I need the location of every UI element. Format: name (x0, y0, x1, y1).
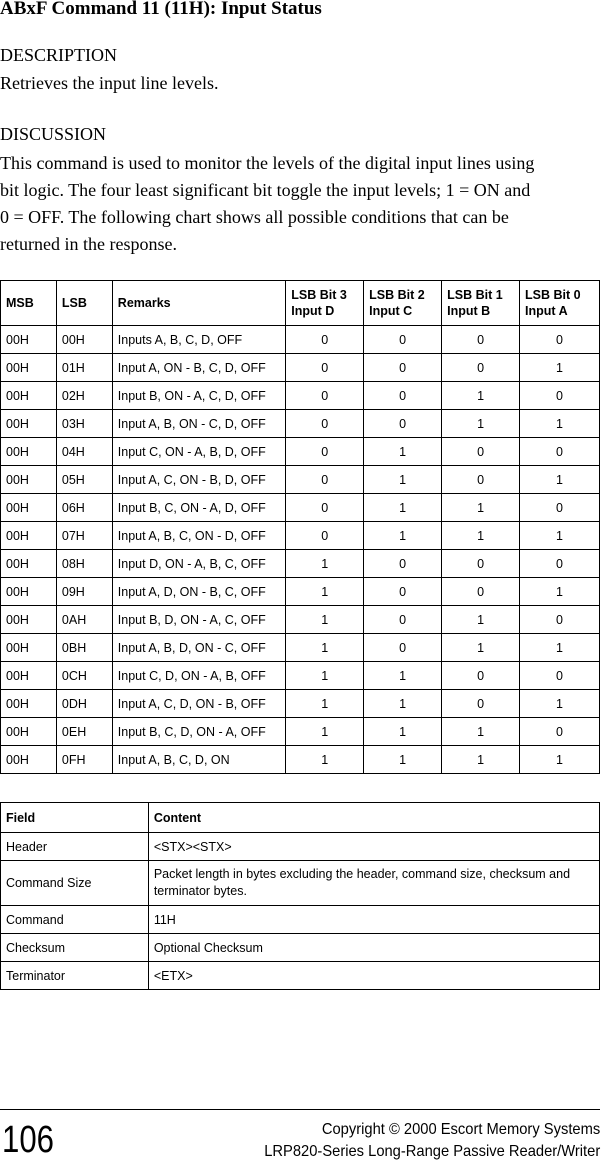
lsb-cell: 00H (56, 326, 112, 354)
bit1-cell: 0 (442, 550, 520, 578)
column-header-bit0 (520, 281, 600, 326)
bit0-cell: 1 (520, 354, 600, 382)
header-line: Input D (291, 304, 335, 318)
header-line: LSB Bit 0 (525, 288, 581, 302)
remarks-cell: Input A, B, C, D, ON (112, 746, 285, 774)
header-line: Input B (447, 304, 491, 318)
content-cell (148, 934, 599, 962)
table-row (1, 906, 600, 934)
lsb-cell: 0CH (56, 662, 112, 690)
bit3-cell: 0 (286, 410, 364, 438)
lsb-cell: 0DH (56, 690, 112, 718)
bit2-cell: 1 (364, 466, 442, 494)
bit3-cell: 1 (286, 662, 364, 690)
bit0-cell: 1 (520, 410, 600, 438)
field-cell: Terminator (1, 962, 149, 990)
bit3-cell: 1 (286, 746, 364, 774)
lsb-cell: 07H (56, 522, 112, 550)
status-table-body (1, 326, 600, 774)
column-header-bit1 (442, 281, 520, 326)
table-row (1, 494, 600, 522)
bit0-cell: 0 (520, 382, 600, 410)
lsb-cell: 0FH (56, 746, 112, 774)
remarks-cell: Input D, ON - A, B, C, OFF (112, 550, 285, 578)
table-row (1, 466, 600, 494)
table-row (1, 550, 600, 578)
bit2-cell: 0 (364, 634, 442, 662)
content-cell (148, 861, 599, 906)
remarks-cell: Input B, ON - A, C, D, OFF (112, 382, 285, 410)
remarks-cell: Input A, B, C, ON - D, OFF (112, 522, 285, 550)
bit3-cell: 1 (286, 634, 364, 662)
msb-cell: 00H (1, 438, 57, 466)
content-cell (148, 833, 599, 861)
response-format-table (0, 802, 600, 990)
bit2-cell: 1 (364, 746, 442, 774)
table-row (1, 690, 600, 718)
header-line: LSB Bit 3 (291, 288, 347, 302)
table-row (1, 438, 600, 466)
field-cell: Checksum (1, 934, 149, 962)
bit1-cell: 0 (442, 326, 520, 354)
page-title: ABxF Command 11 (11H): Input Status (0, 0, 322, 19)
remarks-cell: Input B, C, D, ON - A, OFF (112, 718, 285, 746)
column-header-remarks: Remarks (112, 281, 285, 326)
remarks-cell: Input A, B, ON - C, D, OFF (112, 410, 285, 438)
msb-cell: 00H (1, 326, 57, 354)
lsb-cell: 0BH (56, 634, 112, 662)
remarks-cell: Input B, D, ON - A, C, OFF (112, 606, 285, 634)
header-line: LSB Bit 2 (369, 288, 425, 302)
bit1-cell: 1 (442, 494, 520, 522)
remarks-cell: Input A, C, ON - B, D, OFF (112, 466, 285, 494)
table-row (1, 934, 600, 962)
bit2-cell: 0 (364, 550, 442, 578)
bit1-cell: 1 (442, 606, 520, 634)
table-row (1, 354, 600, 382)
lsb-cell: 04H (56, 438, 112, 466)
discussion-line: returned in the response. (0, 234, 177, 254)
discussion-heading: DISCUSSION (0, 124, 107, 144)
bit1-cell: 0 (442, 578, 520, 606)
lsb-cell: 06H (56, 494, 112, 522)
field-cell: Command (1, 906, 149, 934)
bit0-cell: 1 (520, 746, 600, 774)
bit1-cell: 0 (442, 690, 520, 718)
column-header-lsb: LSB (56, 281, 112, 326)
table-row (1, 718, 600, 746)
bit3-cell: 1 (286, 718, 364, 746)
table-row (1, 962, 600, 990)
msb-cell: 00H (1, 410, 57, 438)
content-line: <STX><STX> (153, 839, 232, 854)
bit1-cell: 0 (442, 662, 520, 690)
table-header-row (1, 803, 600, 833)
bit2-cell: 1 (364, 662, 442, 690)
msb-cell: 00H (1, 718, 57, 746)
remarks-cell: Input A, ON - B, C, D, OFF (112, 354, 285, 382)
msb-cell: 00H (1, 550, 57, 578)
discussion-line: 0 = OFF. The following chart shows all possible conditions that can be (0, 207, 509, 227)
bit0-cell: 0 (520, 326, 600, 354)
table-row (1, 662, 600, 690)
bit1-cell: 1 (442, 382, 520, 410)
msb-cell: 00H (1, 746, 57, 774)
msb-cell: 00H (1, 634, 57, 662)
description-heading: DESCRIPTION (0, 45, 118, 65)
bit1-cell: 1 (442, 718, 520, 746)
header-line: LSB Bit 1 (447, 288, 503, 302)
bit0-cell: 0 (520, 606, 600, 634)
bit0-cell: 0 (520, 662, 600, 690)
bit0-cell: 1 (520, 466, 600, 494)
bit0-cell: 1 (520, 690, 600, 718)
bit1-cell: 0 (442, 466, 520, 494)
table-row (1, 382, 600, 410)
table-row (1, 522, 600, 550)
lsb-cell: 0AH (56, 606, 112, 634)
bit0-cell: 0 (520, 494, 600, 522)
remarks-cell: Input A, C, D, ON - B, OFF (112, 690, 285, 718)
table-header-row (1, 281, 600, 326)
table-row (1, 410, 600, 438)
content-line: 11H (153, 912, 176, 927)
bit0-cell: 0 (520, 550, 600, 578)
table-row (1, 634, 600, 662)
bit2-cell: 0 (364, 354, 442, 382)
bit3-cell: 0 (286, 438, 364, 466)
bit2-cell: 0 (364, 606, 442, 634)
bit3-cell: 0 (286, 382, 364, 410)
field-cell: Command Size (1, 861, 149, 906)
header-line: Input A (525, 304, 568, 318)
table-row (1, 833, 600, 861)
column-header-msb: MSB (1, 281, 57, 326)
bit0-cell: 1 (520, 634, 600, 662)
description-line: Retrieves the input line levels. (0, 73, 219, 93)
msb-cell: 00H (1, 382, 57, 410)
discussion-line: bit logic. The four least significant bit toggle the input levels; 1 = ON and (0, 180, 531, 200)
copyright-text: Copyright © 2000 Escort Memory Systems (321, 1121, 600, 1138)
footer-divider (0, 1109, 600, 1110)
description-text (0, 70, 595, 97)
msb-cell: 00H (1, 606, 57, 634)
remarks-cell: Inputs A, B, C, D, OFF (112, 326, 285, 354)
bit1-cell: 1 (442, 522, 520, 550)
remarks-cell: Input C, ON - A, B, D, OFF (112, 438, 285, 466)
bit3-cell: 0 (286, 494, 364, 522)
bit0-cell: 1 (520, 578, 600, 606)
content-line: Optional Checksum (153, 940, 263, 955)
table-row (1, 606, 600, 634)
bit2-cell: 0 (364, 578, 442, 606)
format-table-body (1, 833, 600, 990)
discussion-line: This command is used to monitor the levels of the digital input lines using (0, 153, 535, 173)
msb-cell: 00H (1, 522, 57, 550)
lsb-cell: 05H (56, 466, 112, 494)
lsb-cell: 02H (56, 382, 112, 410)
msb-cell: 00H (1, 466, 57, 494)
bit2-cell: 0 (364, 410, 442, 438)
content-line: <ETX> (153, 968, 193, 983)
bit1-cell: 1 (442, 634, 520, 662)
footer-credits (264, 1119, 600, 1163)
remarks-cell: Input A, D, ON - B, C, OFF (112, 578, 285, 606)
bit3-cell: 1 (286, 606, 364, 634)
discussion-text (0, 150, 595, 258)
table-row (1, 861, 600, 906)
bit3-cell: 1 (286, 550, 364, 578)
remarks-cell: Input B, C, ON - A, D, OFF (112, 494, 285, 522)
bit2-cell: 1 (364, 494, 442, 522)
column-header-bit2 (364, 281, 442, 326)
bit3-cell: 0 (286, 466, 364, 494)
bit0-cell: 0 (520, 718, 600, 746)
table-row (1, 326, 600, 354)
bit0-cell: 0 (520, 438, 600, 466)
bit2-cell: 1 (364, 522, 442, 550)
table-row (1, 578, 600, 606)
bit2-cell: 1 (364, 690, 442, 718)
header-line: Input C (369, 304, 413, 318)
bit3-cell: 1 (286, 690, 364, 718)
msb-cell: 00H (1, 354, 57, 382)
content-line: terminator bytes. (153, 884, 247, 898)
lsb-cell: 03H (56, 410, 112, 438)
bit2-cell: 1 (364, 718, 442, 746)
bit2-cell: 0 (364, 326, 442, 354)
msb-cell: 00H (1, 494, 57, 522)
msb-cell: 00H (1, 662, 57, 690)
table-row (1, 746, 600, 774)
column-header-content: Content (148, 803, 599, 833)
remarks-cell: Input A, B, D, ON - C, OFF (112, 634, 285, 662)
field-cell: Header (1, 833, 149, 861)
column-header-field: Field (1, 803, 149, 833)
lsb-cell: 09H (56, 578, 112, 606)
bit1-cell: 0 (442, 438, 520, 466)
bit3-cell: 1 (286, 578, 364, 606)
page-number: 106 (2, 1119, 54, 1161)
column-header-bit3 (286, 281, 364, 326)
remarks-cell: Input C, D, ON - A, B, OFF (112, 662, 285, 690)
bit1-cell: 1 (442, 410, 520, 438)
product-name: LRP820-Series Long-Range Passive Reader/Writer (263, 1143, 600, 1160)
lsb-cell: 01H (56, 354, 112, 382)
bit0-cell: 1 (520, 522, 600, 550)
content-cell (148, 906, 599, 934)
bit3-cell: 0 (286, 326, 364, 354)
bit2-cell: 1 (364, 438, 442, 466)
msb-cell: 00H (1, 578, 57, 606)
bit1-cell: 0 (442, 354, 520, 382)
bit1-cell: 1 (442, 746, 520, 774)
lsb-cell: 08H (56, 550, 112, 578)
lsb-cell: 0EH (56, 718, 112, 746)
bit2-cell: 0 (364, 382, 442, 410)
input-status-table (0, 280, 600, 774)
content-line: Packet length in bytes excluding the header, command size, checksum and (153, 867, 571, 881)
bit3-cell: 0 (286, 354, 364, 382)
msb-cell: 00H (1, 690, 57, 718)
bit3-cell: 0 (286, 522, 364, 550)
content-cell (148, 962, 599, 990)
